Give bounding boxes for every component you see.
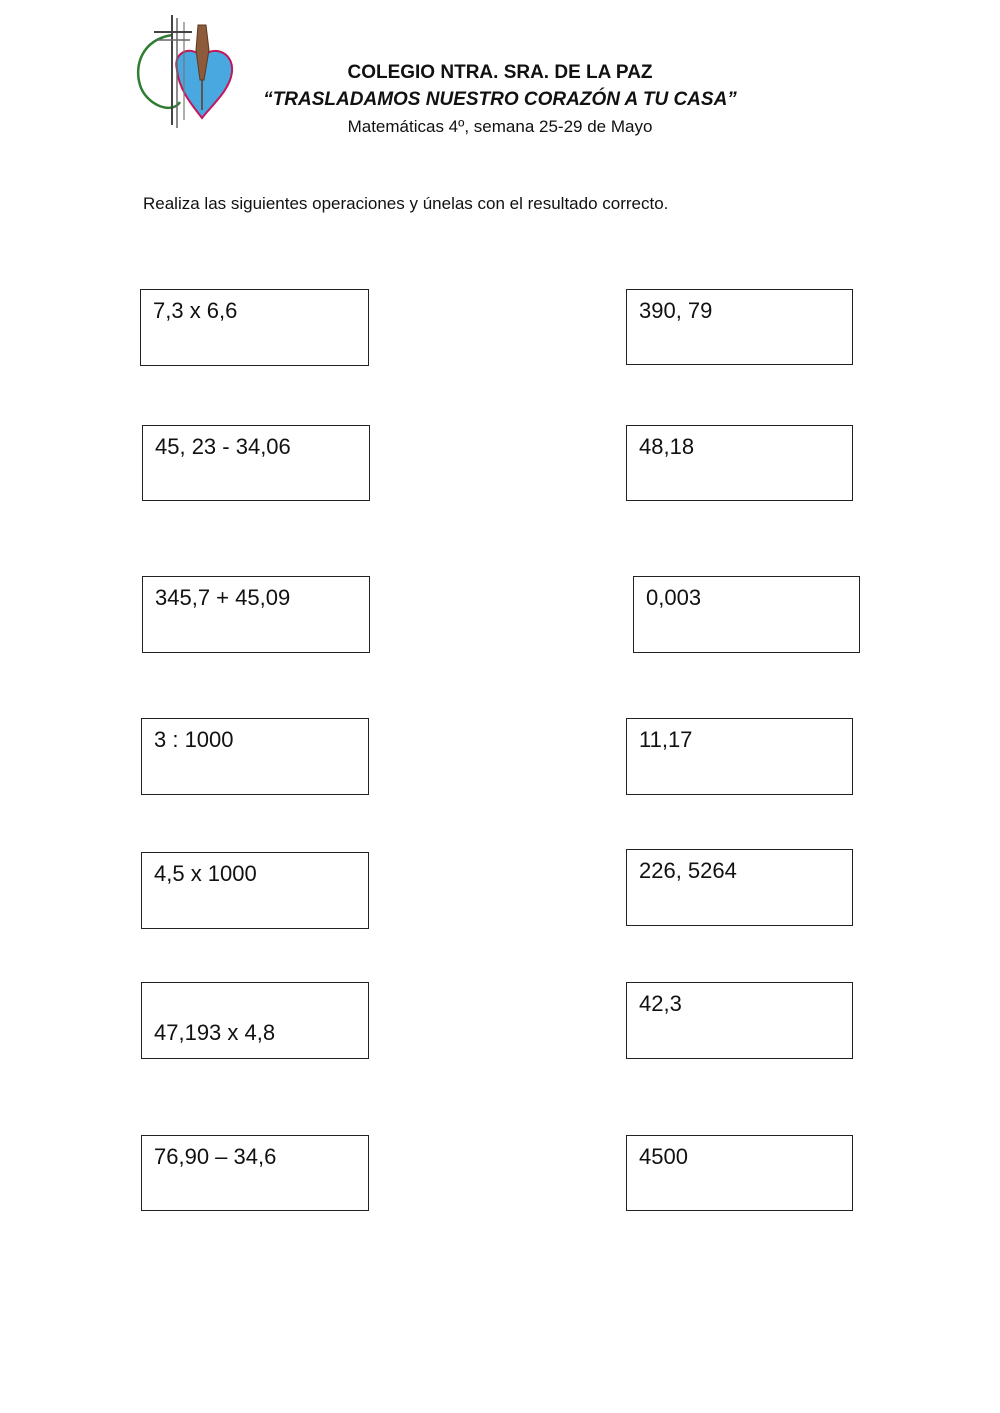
exercise-instruction: Realiza las siguientes operaciones y únelas con el resultado correcto. bbox=[143, 194, 669, 213]
result-text: 226, 5264 bbox=[639, 858, 737, 883]
operation-text: 345,7 + 45,09 bbox=[155, 585, 291, 610]
operation-text: 4,5 x 1000 bbox=[154, 861, 257, 886]
operation-box[interactable] bbox=[142, 425, 370, 501]
document-header bbox=[200, 60, 800, 140]
operation-text: 47,193 x 4,8 bbox=[154, 1020, 276, 1045]
operation-text: 45, 23 - 34,06 bbox=[155, 434, 291, 459]
operation-box[interactable] bbox=[141, 718, 369, 795]
operation-text: 3 : 1000 bbox=[154, 727, 234, 752]
operation-box[interactable] bbox=[141, 1135, 369, 1211]
result-text: 42,3 bbox=[639, 991, 682, 1016]
result-text: 11,17 bbox=[639, 727, 693, 752]
result-box[interactable] bbox=[626, 849, 853, 926]
result-box[interactable] bbox=[633, 576, 860, 653]
result-text: 4500 bbox=[639, 1144, 688, 1169]
result-box[interactable] bbox=[626, 425, 853, 501]
result-box[interactable] bbox=[626, 718, 853, 795]
operation-text: 76,90 – 34,6 bbox=[154, 1144, 277, 1169]
result-box[interactable] bbox=[626, 1135, 853, 1211]
result-text: 48,18 bbox=[639, 434, 695, 459]
result-text: 0,003 bbox=[646, 585, 702, 610]
school-motto: “TRASLADAMOS NUESTRO CORAZÓN A TU CASA” bbox=[263, 89, 737, 110]
result-box[interactable] bbox=[626, 289, 853, 365]
operation-box[interactable] bbox=[142, 576, 370, 653]
operation-text: 7,3 x 6,6 bbox=[153, 298, 238, 323]
operation-box[interactable] bbox=[140, 289, 369, 366]
document-subtitle: Matemáticas 4º, semana 25-29 de Mayo bbox=[347, 117, 653, 136]
operation-box[interactable] bbox=[141, 982, 369, 1059]
operation-box[interactable] bbox=[141, 852, 369, 929]
result-box[interactable] bbox=[626, 982, 853, 1059]
result-text: 390, 79 bbox=[639, 298, 713, 323]
school-name: COLEGIO NTRA. SRA. DE LA PAZ bbox=[347, 62, 653, 83]
